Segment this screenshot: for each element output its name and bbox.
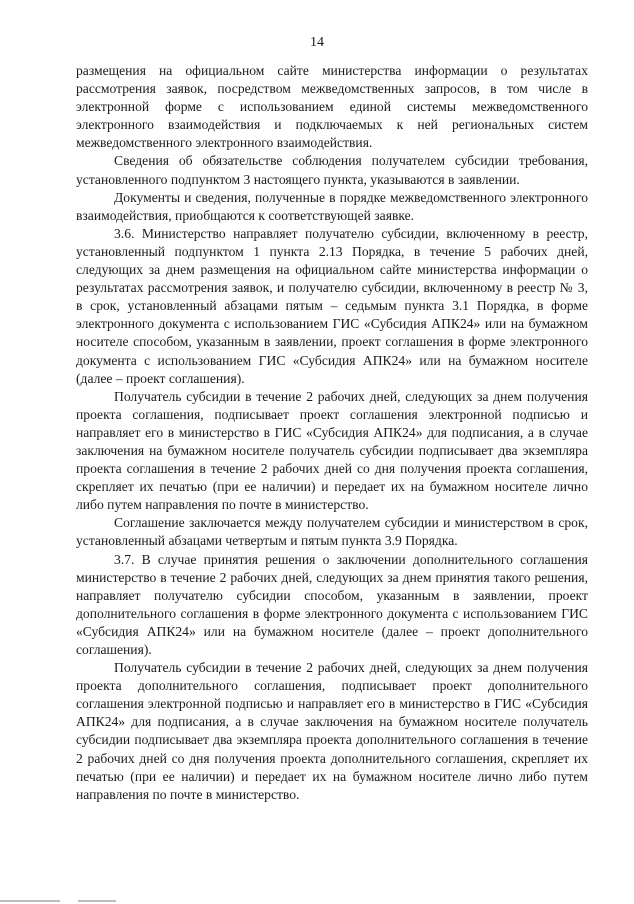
scan-edge-mark: [78, 900, 116, 902]
document-body: [76, 62, 588, 804]
paragraph-agreement-concluded: Соглашение заключается между получателем субсидии и министерством в срок, установленный абзацами четвертым и пятым пункта 3.9 Порядка.: [76, 515, 588, 549]
paragraph-recipient-signing: Получатель субсидии в течение 2 рабочих дней, следующих за днем получения проекта соглашения, подписывает проект соглашения электронной подписью и направляет его в министерство в ГИС «Субсидия АПК24» для подписания, а в случае заключения на бумажном носителе получатель субсидии подписывает два экземпляра проекта соглашения в течение 2 рабочих дней со дня получения проекта соглашения, скрепляет их печатью (при ее наличии) и передает их на бумажном носителе лично либо путем направления по почте в министерство.: [76, 388, 588, 513]
page-number: 14: [310, 35, 324, 50]
paragraph-clause-3-7: 3.7. В случае принятия решения о заключении дополнительного соглашения министерство в течение 2 рабочих дней, следующих за днем принятия такого решения, направляет получателю субсидии способом, указанным в заявлении, проект дополнительного соглашения в форме электронного документа с использованием ГИС «Субсидия АПК24» или на бумажном носителе (далее – проект дополнительного соглашения).: [76, 551, 588, 657]
paragraph-additional-agreement-signing: Получатель субсидии в течение 2 рабочих дней, следующих за днем получения проекта дополнительного соглашения, подписывает проект дополнительного соглашения электронной подписью и направляет его в министерство в ГИС «Субсидия АПК24» для подписания, а в случае заключения на бумажном носителе получатель субсидии подписывает два экземпляра проекта дополнительного соглашения в течение 2 рабочих дней со дня получения проекта дополнительного соглашения, скрепляет их печатью (при ее наличии) и передает их на бумажном носителе лично либо путем направления по почте в министерство.: [76, 660, 588, 802]
paragraph-clause-3-6: 3.6. Министерство направляет получателю субсидии, включенному в реестр, установленный подпунктом 1 пункта 2.13 Порядка, в течение 5 рабочих дней, следующих за днем размещения на официальном сайте министерства информации о результатах рассмотрения заявок, и получателю субсидии, включенному в реестр № 3, в срок, установленный абзацами пятым – седьмым пункта 3.1 Порядка, в форме электронного документа с использованием ГИС «Субсидия АПК24» или на бумажном носителе способом, указанным в заявлении, проект соглашения в форме электронного документа с использованием ГИС «Субсидия АПК24» или на бумажном носителе (далее – проект соглашения).: [76, 225, 588, 386]
scan-edge-mark: [0, 900, 60, 902]
paragraph-obligation-info: Сведения об обязательстве соблюдения получателем субсидии требования, установленного подпунктом 3 настоящего пункта, указываются в заявлении.: [76, 153, 588, 187]
paragraph-continuation: размещения на официальном сайте министерства информации о результатах рассмотрения заявок, посредством межведомственных запросов, в том числе в электронной форме с использованием единой системы межведомственного электронного взаимодействия и подключаемых к ней региональных систем межведомственного электронного взаимодействия.: [76, 63, 588, 151]
paragraph-interagency-documents: Документы и сведения, полученные в порядке межведомственного электронного взаимодействия, приобщаются к соответствующей заявке.: [76, 189, 588, 223]
